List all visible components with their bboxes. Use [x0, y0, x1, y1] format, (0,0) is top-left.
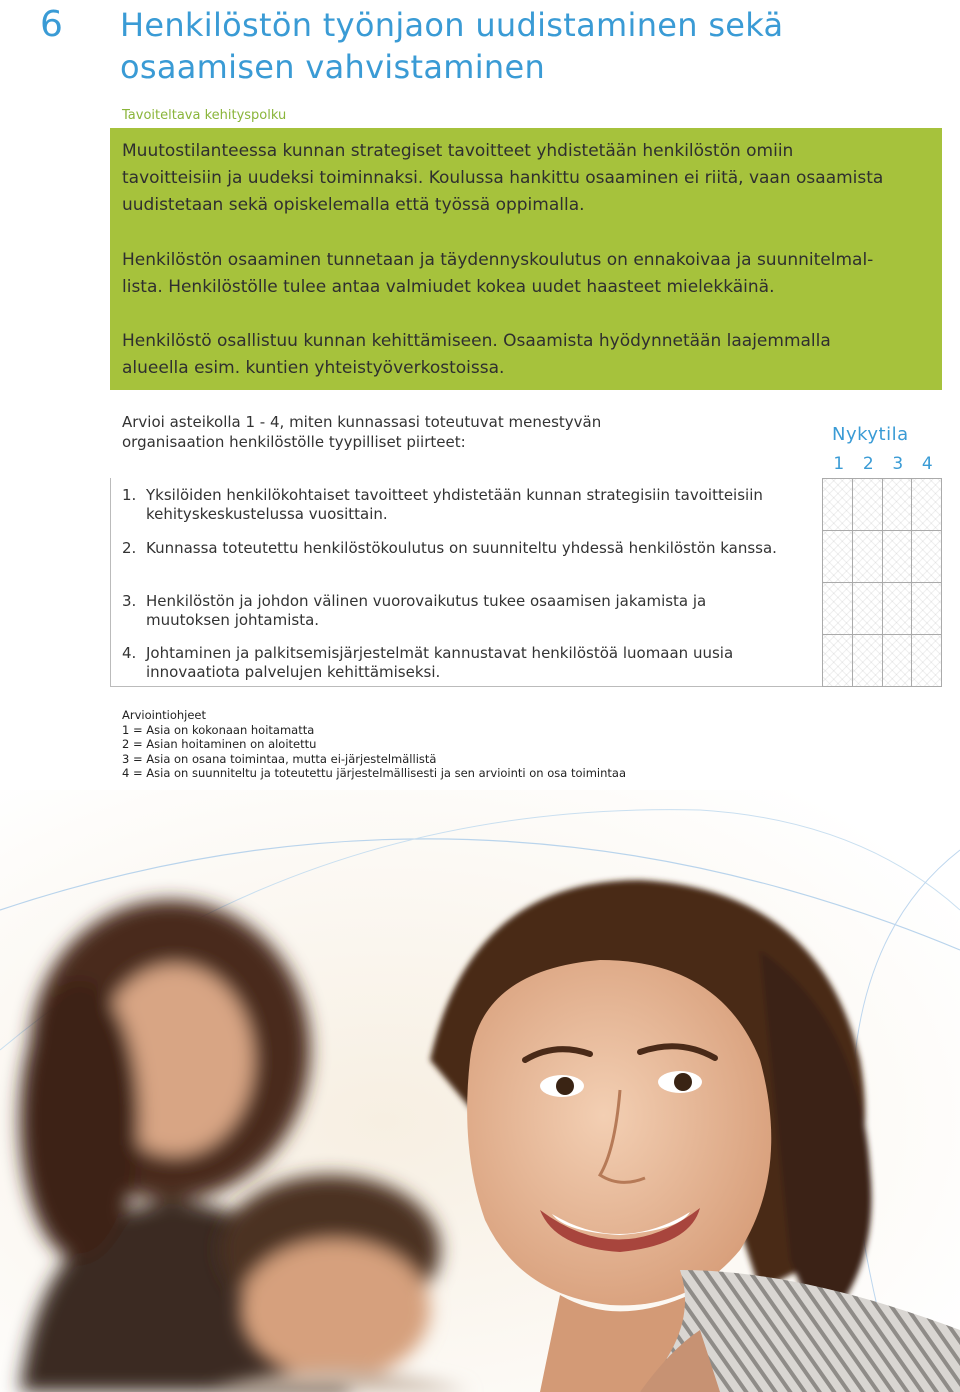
- legend-item-2: 2 = Asian hoitaminen on aloitettu: [122, 737, 317, 751]
- score-cell-3-1[interactable]: [823, 583, 853, 635]
- students-photo: [0, 790, 960, 1392]
- chapter-number: 6: [40, 4, 63, 45]
- score-cell-2-4[interactable]: [912, 531, 942, 583]
- assessment-intro-line1: Arvioi asteikolla 1 - 4, miten kunnassasi toteutuvat menestyvän: [122, 413, 602, 431]
- question-1: [122, 486, 812, 524]
- question-text: Kunnassa toteutettu henkilöstökoulutus on suunniteltu yhdessä henkilöstön kanssa.: [146, 539, 777, 557]
- table-left-border: [110, 478, 111, 686]
- question-text: Yksilöiden henkilökohtaiset tavoitteet yhdistetään kunnan strategisiin tavoitteisiin kehityskeskustelussa vuosittain.: [146, 486, 763, 523]
- score-cell-1-1[interactable]: [823, 479, 853, 531]
- goal-p3-line1: Henkilöstö osallistuu kunnan kehittämiseen. Osaamista hyödynnetään laajemmalla: [122, 331, 831, 351]
- assessment-legend: [122, 708, 626, 781]
- goal-p1-line2: tavoitteisiin ja uudeksi toiminnaksi. Koulussa hankittu osaaminen ei riitä, vaan osaamista: [122, 168, 884, 188]
- score-cell-2-3[interactable]: [882, 531, 912, 583]
- page-title-line1: Henkilöstön työnjaon uudistaminen sekä: [120, 6, 784, 44]
- goal-label: Tavoiteltava kehityspolku: [122, 108, 287, 123]
- page-title: [120, 4, 920, 88]
- goal-box: [110, 128, 942, 390]
- question-2: [122, 539, 812, 558]
- goal-paragraph-2: [122, 247, 932, 301]
- question-number: 1.: [122, 486, 137, 504]
- students-photo-illustration: [0, 790, 960, 1392]
- score-cell-3-2[interactable]: [852, 583, 882, 635]
- score-cell-3-3[interactable]: [882, 583, 912, 635]
- scale-header: [824, 454, 942, 476]
- scale-4: 4: [921, 454, 933, 474]
- goal-p2-line1: Henkilöstön osaaminen tunnetaan ja täydennyskoulutus on ennakoivaa ja suunnitelmal-: [122, 250, 874, 270]
- page-title-line2: osaamisen vahvistaminen: [120, 48, 546, 86]
- score-row-2: [823, 531, 942, 583]
- scale-3: 3: [892, 454, 904, 474]
- goal-p1-line1: Muutostilanteessa kunnan strategiset tavoitteet yhdistetään henkilöstön omiin: [122, 141, 794, 161]
- score-row-3: [823, 583, 942, 635]
- score-cell-1-4[interactable]: [912, 479, 942, 531]
- legend-item-4: 4 = Asia on suunniteltu ja toteutettu järjestelmällisesti ja sen arviointi on osa toimintaa: [122, 766, 627, 780]
- scale-2: 2: [862, 454, 874, 474]
- score-cell-4-3[interactable]: [882, 635, 912, 687]
- question-3: [122, 592, 812, 630]
- score-cell-1-3[interactable]: [882, 479, 912, 531]
- question-number: 3.: [122, 592, 137, 610]
- question-number: 4.: [122, 644, 137, 662]
- score-grid: [822, 478, 942, 687]
- score-cell-1-2[interactable]: [852, 479, 882, 531]
- question-text: Henkilöstön ja johdon välinen vuorovaikutus tukee osaamisen jakamista ja muutoksen johtamista.: [146, 592, 707, 629]
- score-row-4: [823, 635, 942, 687]
- score-row-1: [823, 479, 942, 531]
- score-cell-3-4[interactable]: [912, 583, 942, 635]
- goal-p1-line3: uudistetaan sekä opiskelemalla että työssä oppimalla.: [122, 195, 585, 215]
- legend-item-3: 3 = Asia on osana toimintaa, mutta ei-järjestelmällistä: [122, 751, 437, 766]
- question-4: [122, 644, 812, 682]
- scale-1: 1: [833, 454, 845, 474]
- score-cell-4-2[interactable]: [852, 635, 882, 687]
- goal-paragraph-1: [122, 138, 932, 219]
- question-number: 2.: [122, 539, 137, 557]
- table-bottom-border: [110, 686, 822, 687]
- assessment-intro-line2: organisaation henkilöstölle tyypilliset piirteet:: [122, 433, 466, 451]
- score-cell-4-1[interactable]: [823, 635, 853, 687]
- legend-item-1: 1 = Asia on kokonaan hoitamatta: [122, 722, 315, 737]
- score-cell-4-4[interactable]: [912, 635, 942, 687]
- score-cell-2-1[interactable]: [823, 531, 853, 583]
- question-text: Johtaminen ja palkitsemisjärjestelmät kannustavat henkilöstöä luomaan uusia innovaatiota palvelujen kehittämiseksi.: [146, 644, 734, 681]
- assessment-intro: [122, 412, 682, 452]
- current-state-label: Nykytila: [832, 424, 909, 445]
- goal-paragraph-3: [122, 328, 932, 382]
- score-cell-2-2[interactable]: [852, 531, 882, 583]
- legend-title: Arviointiohjeet: [122, 708, 206, 722]
- goal-p2-line2: lista. Henkilöstölle tulee antaa valmiudet kokea uudet haasteet mielekkäinä.: [122, 277, 775, 297]
- goal-p3-line2: alueella esim. kuntien yhteistyöverkostoissa.: [122, 358, 505, 378]
